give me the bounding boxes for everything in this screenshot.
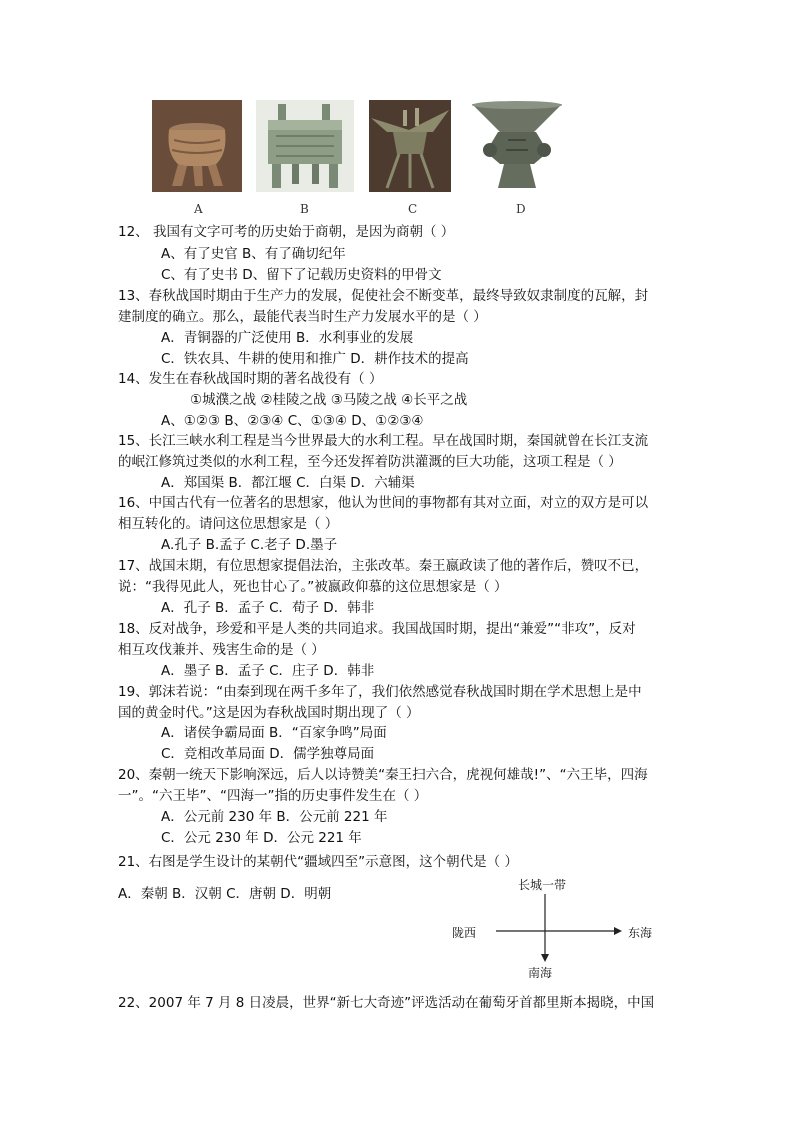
q13-options-1: A．青铜器的广泛使用 B．水利事业的发展 bbox=[161, 330, 414, 346]
artifact-label-c: C bbox=[408, 202, 418, 216]
q18-stem-2: 相互攻伐兼并、残害生命的是（ ） bbox=[118, 642, 325, 658]
q20-options-1: A．公元前 230 年 B．公元前 221 年 bbox=[161, 809, 388, 825]
artifact-label-a: A bbox=[194, 202, 203, 216]
q20-options-2: C．公元 230 年 D．公元 221 年 bbox=[161, 830, 362, 846]
q16-options: A.孔子 B.孟子 C.老子 D.墨子 bbox=[161, 537, 338, 553]
territory-map-diagram bbox=[450, 874, 670, 984]
q17-stem-1: 17、战国末期，有位思想家提倡法治，主张改革。秦王嬴政读了他的著作后，赞叹不已， bbox=[118, 558, 649, 574]
q14-battles: ①城濮之战 ②桂陵之战 ③马陵之战 ④长平之战 bbox=[190, 392, 468, 408]
artifact-label-b: B bbox=[300, 202, 309, 216]
artifact-a-image bbox=[152, 100, 242, 192]
map-label-south: 南海 bbox=[528, 966, 553, 980]
q13-stem-1: 13、春秋战国时期由于生产力的发展，促使社会不断变革，最终导致奴隶制度的瓦解，封 bbox=[118, 288, 649, 304]
q13-options-2: C．铁农具、牛耕的使用和推广 D．耕作技术的提高 bbox=[161, 351, 469, 367]
artifact-images bbox=[150, 100, 580, 220]
q20-stem-1: 20、秦朝一统天下影响深远，后人以诗赞美“秦王扫六合，虎视何雄哉!”、“六王毕，四海 bbox=[118, 767, 648, 783]
q16-stem-1: 16、中国古代有一位著名的思想家，他认为世间的事物都有其对立面，对立的双方是可以 bbox=[118, 495, 649, 511]
q22-stem: 22、2007 年 7 月 8 日凌晨，世界“新七大奇迹”评选活动在葡萄牙首都里斯本揭晓，中国 bbox=[118, 995, 655, 1011]
q13-stem-2: 建制度的确立。那么，最能代表当时生产力发展水平的是（ ） bbox=[118, 309, 487, 325]
artifact-b-image bbox=[256, 100, 354, 192]
q20-stem-2: 一”。“六王毕”、“四海一”指的历史事件发生在（ ） bbox=[118, 788, 428, 804]
q17-options: A．孔子 B．孟子 C．荀子 D．韩非 bbox=[161, 600, 375, 616]
q14-options: A、①②③ B、②③④ C、①③④ D、①②③④ bbox=[161, 413, 424, 429]
artifact-label-d: D bbox=[516, 202, 526, 216]
map-label-north: 长城一带 bbox=[518, 878, 567, 892]
artifact-c-image bbox=[369, 100, 451, 192]
q16-stem-2: 相互转化的。请问这位思想家是（ ） bbox=[118, 516, 339, 532]
q12-options-2: C、有了史书 D、留下了记载历史资料的甲骨文 bbox=[161, 267, 442, 283]
q15-options: A．郑国渠 B．都江堰 C．白渠 D．六辅渠 bbox=[161, 475, 415, 491]
q21-options: A．秦朝 B．汉朝 C．唐朝 D．明朝 bbox=[118, 886, 332, 902]
q19-options-1: A．诸侯争霸局面 B．“百家争鸣”局面 bbox=[161, 725, 387, 741]
artifact-d-image bbox=[468, 100, 566, 192]
map-label-east: 东海 bbox=[628, 926, 653, 940]
q15-stem-1: 15、长江三峡水利工程是当今世界最大的水利工程。早在战国时期，秦国就曾在长江支流 bbox=[118, 433, 649, 449]
q19-stem-1: 19、郭沫若说：“由秦到现在两千多年了，我们依然感觉春秋战国时期在学术思想上是中 bbox=[118, 684, 642, 700]
map-label-west: 陇西 bbox=[452, 926, 477, 940]
q12-stem: 12、 我国有文字可考的历史始于商朝，是因为商朝（ ） bbox=[118, 224, 455, 240]
q17-stem-2: 说：“我得见此人，死也甘心了。”被嬴政仰慕的这位思想家是（ ） bbox=[118, 579, 508, 595]
q21-stem: 21、右图是学生设计的某朝代“疆域四至”示意图，这个朝代是（ ） bbox=[118, 854, 518, 870]
q19-options-2: C．竞相改革局面 D．儒学独尊局面 bbox=[161, 746, 375, 762]
q14-stem: 14、发生在春秋战国时期的著名战役有（ ） bbox=[118, 371, 383, 387]
q18-options: A．墨子 B．孟子 C．庄子 D．韩非 bbox=[161, 663, 375, 679]
q15-stem-2: 的岷江修筑过类似的水利工程，至今还发挥着防洪灌溉的巨大功能，这项工程是（ ） bbox=[118, 454, 622, 470]
q12-options-1: A、有了史官 B、有了确切纪年 bbox=[161, 246, 346, 262]
q19-stem-2: 国的黄金时代。”这是因为春秋战国时期出现了（ ） bbox=[118, 705, 420, 721]
q18-stem-1: 18、反对战争，珍爱和平是人类的共同追求。我国战国时期，提出“兼爱”“非攻”，反对 bbox=[118, 621, 636, 637]
